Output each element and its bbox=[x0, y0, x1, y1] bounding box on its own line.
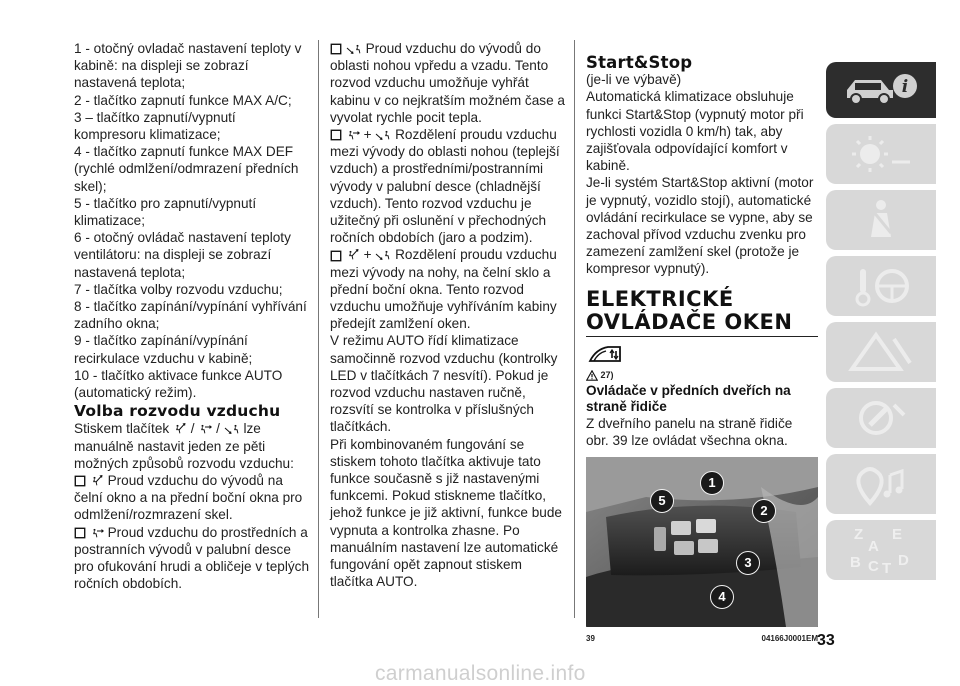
key-steering-icon bbox=[846, 263, 916, 309]
list-item: 6 - otočný ovládač nastavení teploty ventilátoru: na displeji se zobrazí nastavená teplota; bbox=[74, 230, 291, 280]
tab-warning-triangle[interactable] bbox=[826, 322, 936, 382]
warning-reference: 27) bbox=[586, 369, 818, 381]
list-item: 3 – tlačítko zapnutí/vypnutí kompresoru klimatizace; bbox=[74, 109, 236, 143]
seat-arrow-screen-icon bbox=[173, 422, 187, 437]
chapter-tabs bbox=[826, 62, 936, 586]
start-stop-paragraph: Automatická klimatizace obsluhuje funkci Start&Stop (vypnutý motor při rychlosti vozidla 0 km/h) tak, aby zajišťovala odpovídající komfort v kabině. bbox=[586, 89, 804, 174]
tab-service-wrench[interactable] bbox=[826, 388, 936, 448]
section-heading-air-distribution: Volba rozvodu vzduchu bbox=[74, 402, 281, 421]
availability-note: (je-li ve výbavě) bbox=[586, 72, 682, 88]
list-item: 10 - tlačítko aktivace funkce AUTO (automatický režim). bbox=[74, 367, 283, 401]
column-3 bbox=[586, 40, 818, 647]
mode-description: + Rozdělení proudu vzduchu mezi výv​ody do oblasti nohou (teplejší vzduch) a prostředními/postranními výv​ody v palubní desce (chladnější vzduch). Tento rozvod vzduchu je užitečný při oslunění v přechodných ročních obdobích (jaro a podzim). bbox=[330, 127, 560, 246]
svg-text:i: i bbox=[901, 77, 909, 97]
intro-paragraph: Stiskem tlačítek / / lze manuálně nastavit jeden ze pěti možných způsobů rozvodu vzduchu: bbox=[74, 421, 294, 471]
power-window-icon-row bbox=[586, 343, 818, 367]
auto-mode-paragraph: V režimu AUTO řídí klimatizace samočinně rozvod vzduchu (kontrolky LED v tlačítkách 7 nesvítí). Pokud je rozvod vzduchu nastaven ručně, rozsvítí se kontrolka v příslušných tlačítkách. bbox=[330, 333, 558, 435]
driver-door-paragraph: Z dveřního panelu na straně řidiče obr. 39 lze ovládat všechna okna. bbox=[586, 415, 793, 448]
callout-4: 4 bbox=[710, 585, 734, 609]
list-item: 2 - tlačítko zapnutí funkce MAX A/C; bbox=[74, 92, 292, 108]
list-item: 7 - tlačítka volby rozvodu vzduchu; bbox=[74, 281, 283, 297]
box-icon bbox=[330, 43, 342, 55]
tab-index[interactable] bbox=[826, 520, 936, 580]
tab-seatbelt-airbag[interactable] bbox=[826, 190, 936, 250]
seat-arrow-face-icon bbox=[346, 128, 360, 143]
seat-arrow-feet-icon bbox=[224, 422, 240, 437]
tab-media-navigation[interactable] bbox=[826, 454, 936, 514]
warning-lights-icon bbox=[846, 132, 916, 176]
door-panel-photo bbox=[586, 457, 818, 627]
seat-arrow-screen-icon bbox=[90, 474, 104, 489]
column-divider bbox=[318, 40, 319, 618]
power-window-icon bbox=[586, 343, 626, 365]
list-item: 4 - tlačítko zapnutí funkce MAX DEF (rychlé odmlžení/odmrazení předních skel); bbox=[74, 144, 299, 194]
box-icon bbox=[330, 250, 342, 262]
column-2 bbox=[330, 40, 566, 591]
subsection-heading-driver-door: Ovládače v předních dveřích na straně řidiče bbox=[586, 382, 791, 414]
figure-code: 04166J0001EM bbox=[761, 634, 818, 644]
list-item: 5 - tlačítko pro zapnutí/vypnutí klimatizace; bbox=[74, 195, 257, 229]
callout-1: 1 bbox=[700, 471, 724, 495]
seat-arrow-screen-icon bbox=[346, 248, 360, 263]
heading-rule bbox=[586, 336, 818, 337]
seatbelt-airbag-icon bbox=[851, 197, 911, 243]
warning-triangle-icon bbox=[586, 370, 598, 381]
callout-5: 5 bbox=[650, 489, 674, 513]
mode-description: + Rozdělení proudu vzduchu mezi výv​ody na nohy, na čelní sklo a přední boční okna. Tento rozvod vzduchu umožňuje vyhříváním kabiny předejít zamlžení oken. bbox=[330, 247, 557, 332]
box-icon bbox=[330, 129, 342, 141]
chapter-heading-line1: ELEKTRICKÉ bbox=[586, 286, 734, 311]
seat-arrow-feet-icon bbox=[375, 248, 391, 263]
media-navigation-icon bbox=[846, 461, 916, 507]
seat-arrow-feet-icon bbox=[346, 42, 362, 57]
chapter-heading-line2: OVLÁDAČE OKEN bbox=[586, 309, 793, 334]
combined-mode-paragraph: Při kombinovaném fungování se stiskem tohoto tlačítka aktivuje tato funkce současně s již nastavenými funkcemi. Pokud stiskneme tlačítko, jehož funkce je již aktivní, funkce bude vypnuta a kontrolka zhasne. Po manuálním nastavení lze automatické fungování opět zapnout stiskem tlačítka AUTO. bbox=[330, 436, 562, 590]
seat-arrow-face-icon bbox=[90, 526, 104, 541]
callout-3: 3 bbox=[736, 551, 760, 575]
warning-triangle-icon bbox=[846, 329, 916, 375]
mode-description: Proud vzduchu do vývodů na čelní okno a na přední boční okna pro odmlžení/rozmrazení skel. bbox=[74, 473, 303, 523]
mode-description: Proud vzduchu do prostředních a postranních výv​odů v palubní desce pro ofukování hrudi a obličeje v teplých ročních obdobích. bbox=[74, 524, 310, 592]
tab-info-car[interactable] bbox=[826, 62, 936, 118]
box-icon bbox=[74, 475, 86, 487]
figure-number: 39 bbox=[586, 634, 595, 644]
mode-description: Proud vzduchu do výv​odů do oblasti nohou vpředu a vzadu. Tento rozvod vzduchu umožňuje vyhřát kabinu v co nejkratším možném čase a vyvolat rychle pocit tepla. bbox=[330, 41, 565, 125]
tab-warning-lights[interactable] bbox=[826, 124, 936, 184]
page-number: 33 bbox=[817, 632, 835, 649]
watermark: carmanualsonline.info bbox=[375, 662, 586, 685]
column-divider bbox=[574, 40, 575, 618]
info-car-icon bbox=[841, 70, 921, 110]
figure-caption bbox=[586, 630, 818, 647]
tab-key-steering[interactable] bbox=[826, 256, 936, 316]
list-item: 9 - tlačítko zapínání/vypínání recirkulace vzduchu v kabině; bbox=[74, 333, 253, 366]
section-heading-start-stop: Start&Stop bbox=[586, 53, 693, 72]
seat-arrow-face-icon bbox=[198, 422, 212, 437]
column-1 bbox=[74, 40, 310, 593]
callout-2: 2 bbox=[752, 499, 776, 523]
index-letters-icon: Z E A B C D T bbox=[850, 526, 909, 577]
list-item: 8 - tlačítko zapínání/vypínání vyhřívání zadního okna; bbox=[74, 299, 307, 332]
seat-arrow-feet-icon bbox=[375, 128, 391, 143]
service-wrench-icon bbox=[846, 395, 916, 441]
list-item: 1 - otočný ovladač nastavení teploty v kabině: na displeji se zobrazí nastavená teplota; bbox=[74, 41, 302, 91]
box-icon bbox=[74, 527, 86, 539]
start-stop-paragraph: Je-li systém Start&Stop aktivní (motor je vypnutý, vozidlo stojí), automatické ovládání recirkulace se vypne, aby se zachoval přívod vzduchu zvenku pro zamezení zamlžení skel (protože je kompresor vypnutý). bbox=[586, 175, 814, 277]
